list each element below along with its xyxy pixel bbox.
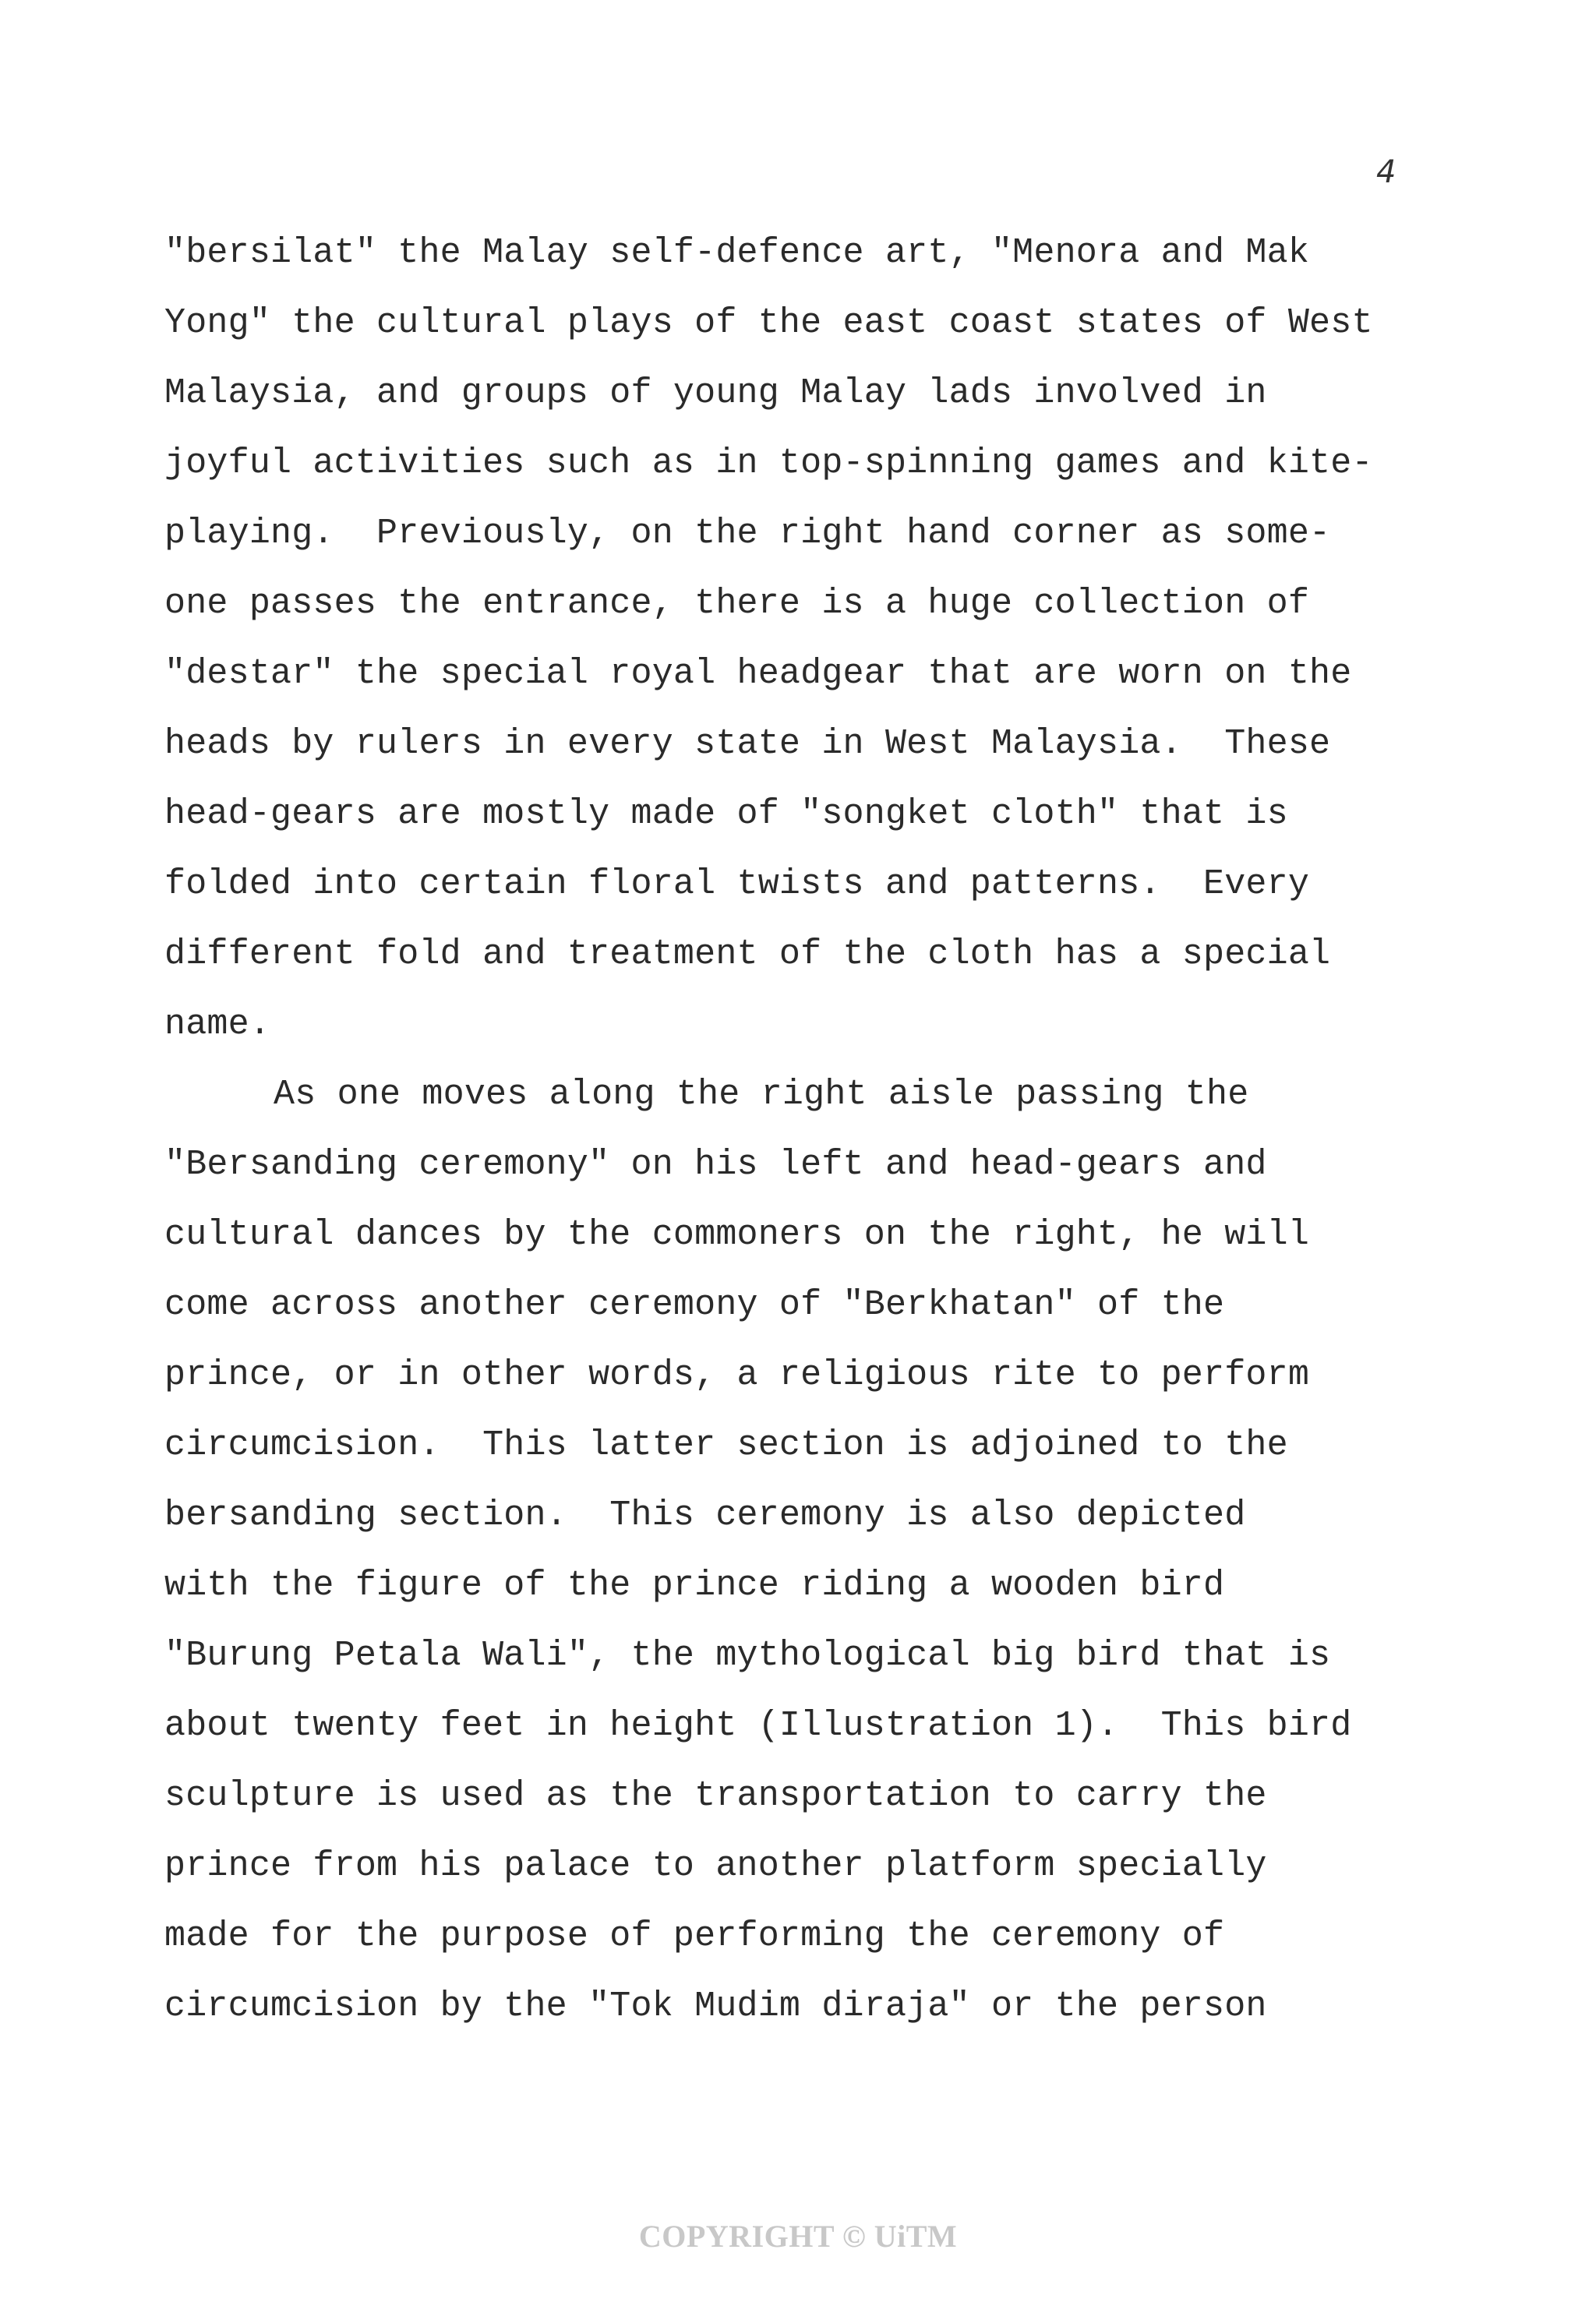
text-line: head-gears are mostly made of "songket cloth" that is <box>164 794 1288 834</box>
text-line: made for the purpose of performing the ceremony of <box>164 1916 1225 1956</box>
text-line: different fold and treatment of the cloth has a special <box>164 934 1331 974</box>
text-line: prince from his palace to another platform specially <box>164 1846 1267 1886</box>
text-line: circumcision by the "Tok Mudim diraja" or the person <box>164 1986 1267 2026</box>
text-line: "destar" the special royal headgear that are worn on the <box>164 654 1352 694</box>
text-line: sculpture is used as the transportation to carry the <box>164 1776 1267 1816</box>
text-line: "bersilat" the Malay self-defence art, "Menora and Mak <box>164 233 1310 273</box>
text-line: about twenty feet in height (Illustration 1). This bird <box>164 1706 1352 1746</box>
text-line: name. <box>164 1005 271 1044</box>
text-line: folded into certain floral twists and patterns. Every <box>164 864 1310 904</box>
copyright-watermark: COPYRIGHT © UiTM <box>638 2219 958 2254</box>
text-line: "Burung Petala Wali", the mythological big bird that is <box>164 1636 1331 1676</box>
text-line: with the figure of the prince riding a wooden bird <box>164 1566 1225 1605</box>
text-line: one passes the entrance, there is a huge collection of <box>164 584 1310 623</box>
text-line: come across another ceremony of "Berkhatan" of the <box>164 1285 1225 1325</box>
text-line: joyful activities such as in top-spinning games and kite- <box>164 443 1373 483</box>
text-line: prince, or in other words, a religious rite to perform <box>164 1355 1310 1395</box>
text-line: playing. Previously, on the right hand corner as some- <box>164 514 1331 553</box>
text-line: heads by rulers in every state in West Malaysia. These <box>164 724 1331 764</box>
body-text <box>164 226 1427 2050</box>
text-line: circumcision. This latter section is adjoined to the <box>164 1425 1288 1465</box>
text-line: cultural dances by the commoners on the right, he will <box>164 1215 1310 1255</box>
text-line: Yong" the cultural plays of the east coast states of West <box>164 303 1373 343</box>
paragraph-start-line: As one moves along the right aisle passing the <box>274 1075 1249 1114</box>
page-number: 4 <box>1376 154 1396 190</box>
text-line: bersanding section. This ceremony is also depicted <box>164 1495 1246 1535</box>
text-line: Malaysia, and groups of young Malay lads involved in <box>164 373 1267 413</box>
text-line: "Bersanding ceremony" on his left and head-gears and <box>164 1145 1267 1185</box>
